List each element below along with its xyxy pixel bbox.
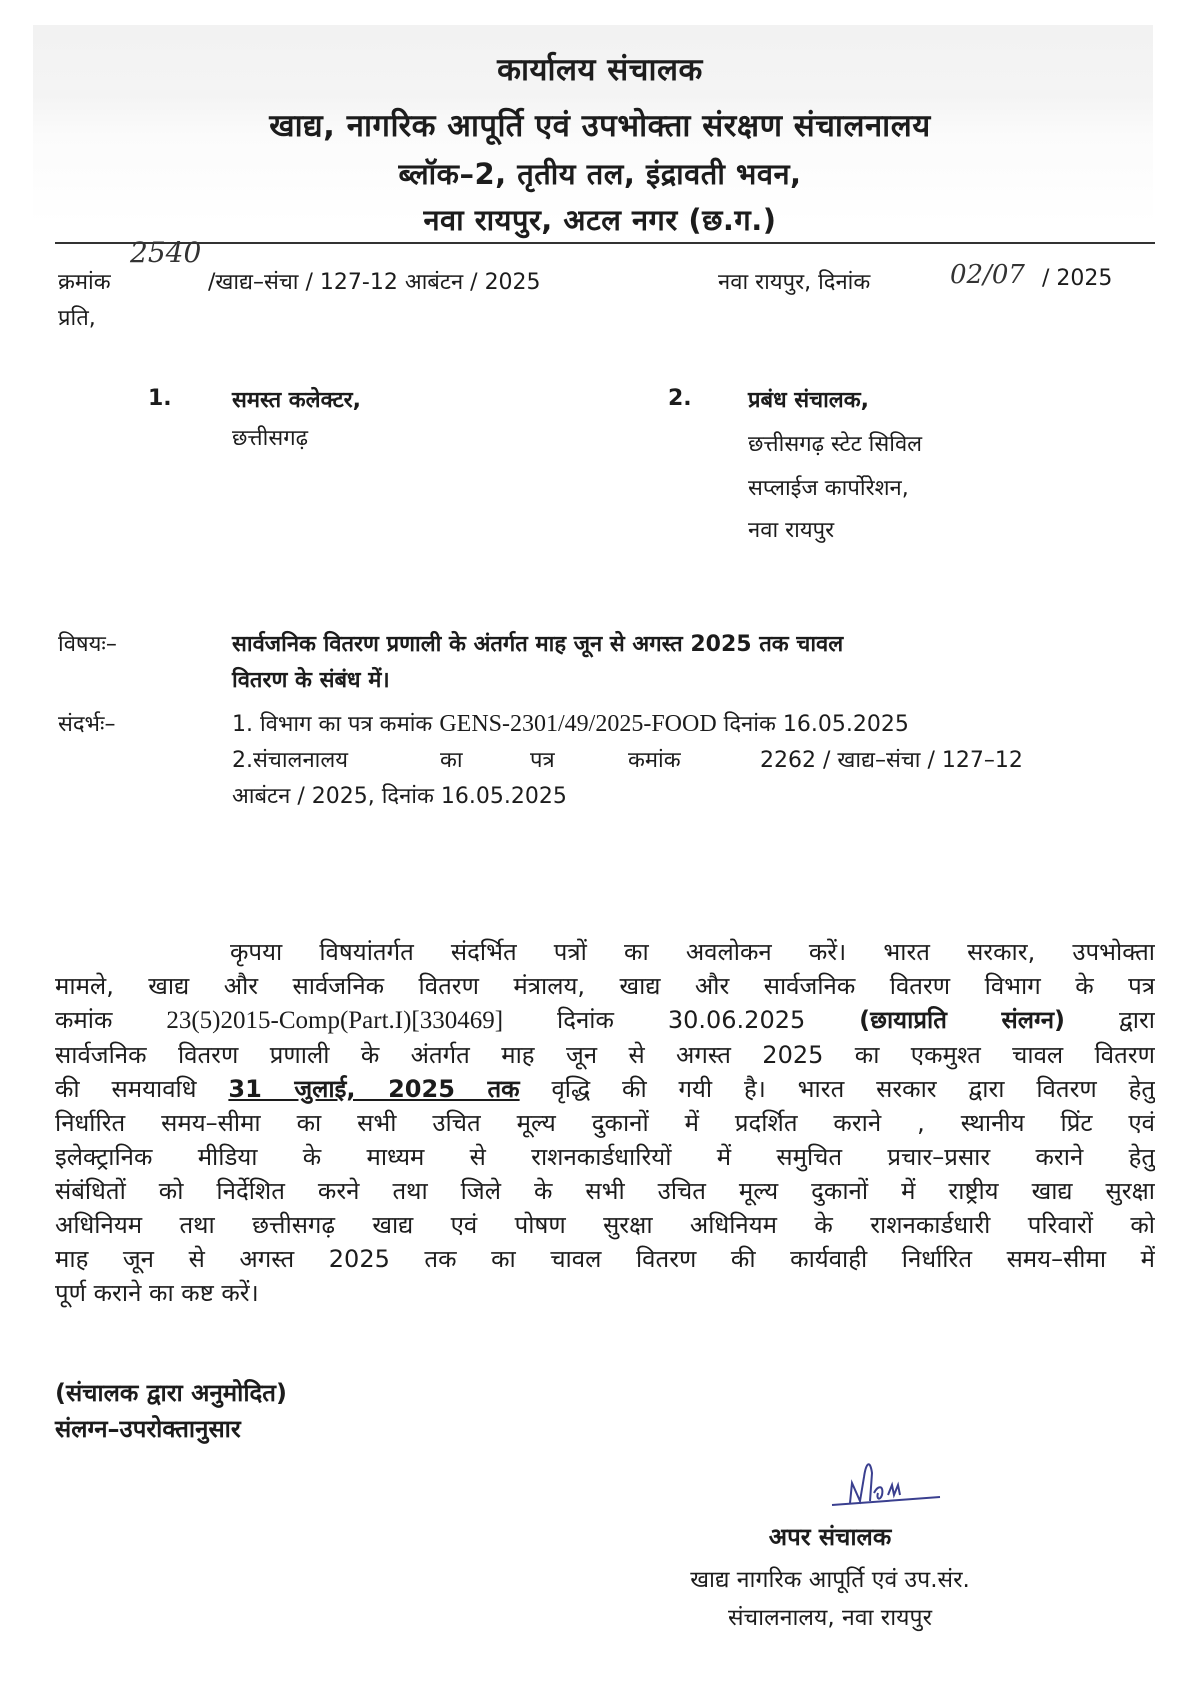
body-line-2: मामले, खाद्य और सार्वजनिक वितरण मंत्रालय, खाद्य और सार्वजनिक वितरण विभाग के पत्र <box>55 972 1155 1000</box>
body-line-5-b: वृद्धि की गयी है। भारत सरकार द्वारा वितरण हेतु <box>551 1075 1155 1103</box>
recipient-2-line-4: नवा रायपुर <box>748 518 835 543</box>
subject-line-2: वितरण के संबंध में। <box>232 668 390 693</box>
enclosure-note: संलग्न–उपरोक्तानुसार <box>55 1415 241 1443</box>
handwritten-reference-number: 2540 <box>130 236 202 269</box>
reference-1-code: GENS-2301/49/2025-FOOD <box>439 711 717 737</box>
body-line-3-a: कमांक <box>55 1006 113 1034</box>
body-line-9: अधिनियम तथा छत्तीसगढ़ खाद्य एवं पोषण सुरक्षा अधिनियम के राशनकार्डधारी परिवारों को <box>55 1211 1155 1239</box>
reference-2-part-2: का <box>440 748 463 773</box>
reference-2-part-3: पत्र <box>530 748 555 773</box>
signatory-office: संचालनालय, नवा रायपुर <box>728 1605 932 1631</box>
header-divider <box>55 242 1155 244</box>
recipient-1-line-2: छत्तीसगढ़ <box>232 426 308 451</box>
references-label: संदर्भः– <box>58 712 116 737</box>
body-line-3-enclosure-note: (छायाप्रति संलग्न) <box>859 1006 1066 1034</box>
body-line-10: माह जून से अगस्त 2025 तक का चावल वितरण की कार्यवाही निर्धारित समय–सीमा में <box>55 1245 1155 1273</box>
reference-2-part-4: कमांक <box>628 748 681 773</box>
body-line-1: कृपया विषयांतर्गत संदर्भित पत्रों का अवलोकन करें। भारत सरकार, उपभोक्ता <box>230 938 1155 966</box>
body-line-3-c: द्वारा <box>1118 1006 1155 1034</box>
department-name: खाद्य, नागरिक आपूर्ति एवं उपभोक्ता संरक्षण संचालनालय <box>269 108 931 144</box>
body-line-7: इलेक्ट्रानिक मीडिया के माध्यम से राशनकार्डधारियों में समुचित प्रचार–प्रसार कराने हेतु <box>55 1143 1155 1171</box>
recipient-2-line-2: छत्तीसगढ़ स्टेट सिविल <box>748 432 923 457</box>
reference-2-part-1: 2.संचालनालय <box>232 748 349 773</box>
signatory-title: अपर संचालक <box>768 1523 892 1551</box>
signatory-department: खाद्य नागरिक आपूर्ति एवं उप.संर. <box>690 1567 970 1593</box>
recipient-2-number: 2. <box>668 386 692 411</box>
signature-mark <box>830 1455 950 1515</box>
body-line-3-date: 30.06.2025 <box>667 1006 806 1034</box>
address-line-2: नवा रायपुर, अटल नगर (छ.ग.) <box>423 203 777 237</box>
body-line-6: निर्धारित समय–सीमा का सभी उचित मूल्य दुकानों में प्रदर्शित कराने , स्थानीय प्रिंट एवं <box>55 1109 1155 1137</box>
address-line-1: ब्लॉक–2, तृतीय तल, इंद्रावती भवन, <box>398 157 802 191</box>
reference-label: क्रमांक <box>58 270 111 295</box>
body-line-11: पूर्ण कराने का कष्ट करें। <box>55 1279 259 1307</box>
recipient-1-number: 1. <box>148 386 172 411</box>
subject-label: विषयः– <box>58 632 117 657</box>
place-date-label: नवा रायपुर, दिनांक <box>718 270 871 295</box>
body-line-4: सार्वजनिक वितरण प्रणाली के अंतर्गत माह जून से अगस्त 2025 का एकमुश्त चावल वितरण <box>55 1041 1155 1069</box>
recipient-2-line-3: सप्लाईज कार्पोरेशन, <box>748 476 909 501</box>
recipient-1-line-1: समस्त कलेक्टर, <box>232 388 362 413</box>
body-line-5 <box>55 1072 1155 1106</box>
to-label: प्रति, <box>58 306 96 331</box>
date-year: / 2025 <box>1042 266 1113 291</box>
handwritten-date: 02/07 <box>950 260 1025 290</box>
subject-line-1: सार्वजनिक वितरण प्रणाली के अंतर्गत माह जून से अगस्त 2025 तक चावल <box>232 632 844 657</box>
reference-1-prefix: 1. विभाग का पत्र कमांक <box>232 712 433 737</box>
body-paragraph <box>55 935 1155 1310</box>
reference-suffix: /खाद्य–संचा / 127-12 आबंटन / 2025 <box>208 270 541 295</box>
body-line-3 <box>55 1003 1155 1038</box>
recipient-2-line-1: प्रबंध संचालक, <box>748 388 869 413</box>
reference-1-date-label: दिनांक <box>723 712 776 737</box>
body-line-5-a: की समयावधि <box>55 1075 197 1103</box>
office-title: कार्यालय संचालक <box>497 52 703 88</box>
body-line-3-code: 23(5)2015-Comp(Part.I)[330469] <box>166 1007 504 1034</box>
reference-item-1 <box>232 708 909 738</box>
body-line-3-b: दिनांक <box>557 1006 614 1034</box>
reference-1-date: 16.05.2025 <box>782 712 909 737</box>
reference-2-part-5: 2262 / खाद्य–संचा / 127–12 <box>760 748 1023 773</box>
reference-2-line-2: आबंटन / 2025, दिनांक 16.05.2025 <box>232 784 567 809</box>
deadline-highlight: 31 जुलाई, 2025 तक <box>228 1075 520 1103</box>
approval-note: (संचालक द्वारा अनुमोदित) <box>55 1379 287 1407</box>
body-line-8: संबंधितों को निर्देशित करने तथा जिले के सभी उचित मूल्य दुकानों में राष्ट्रीय खाद्य सुरक्षा <box>55 1177 1155 1205</box>
